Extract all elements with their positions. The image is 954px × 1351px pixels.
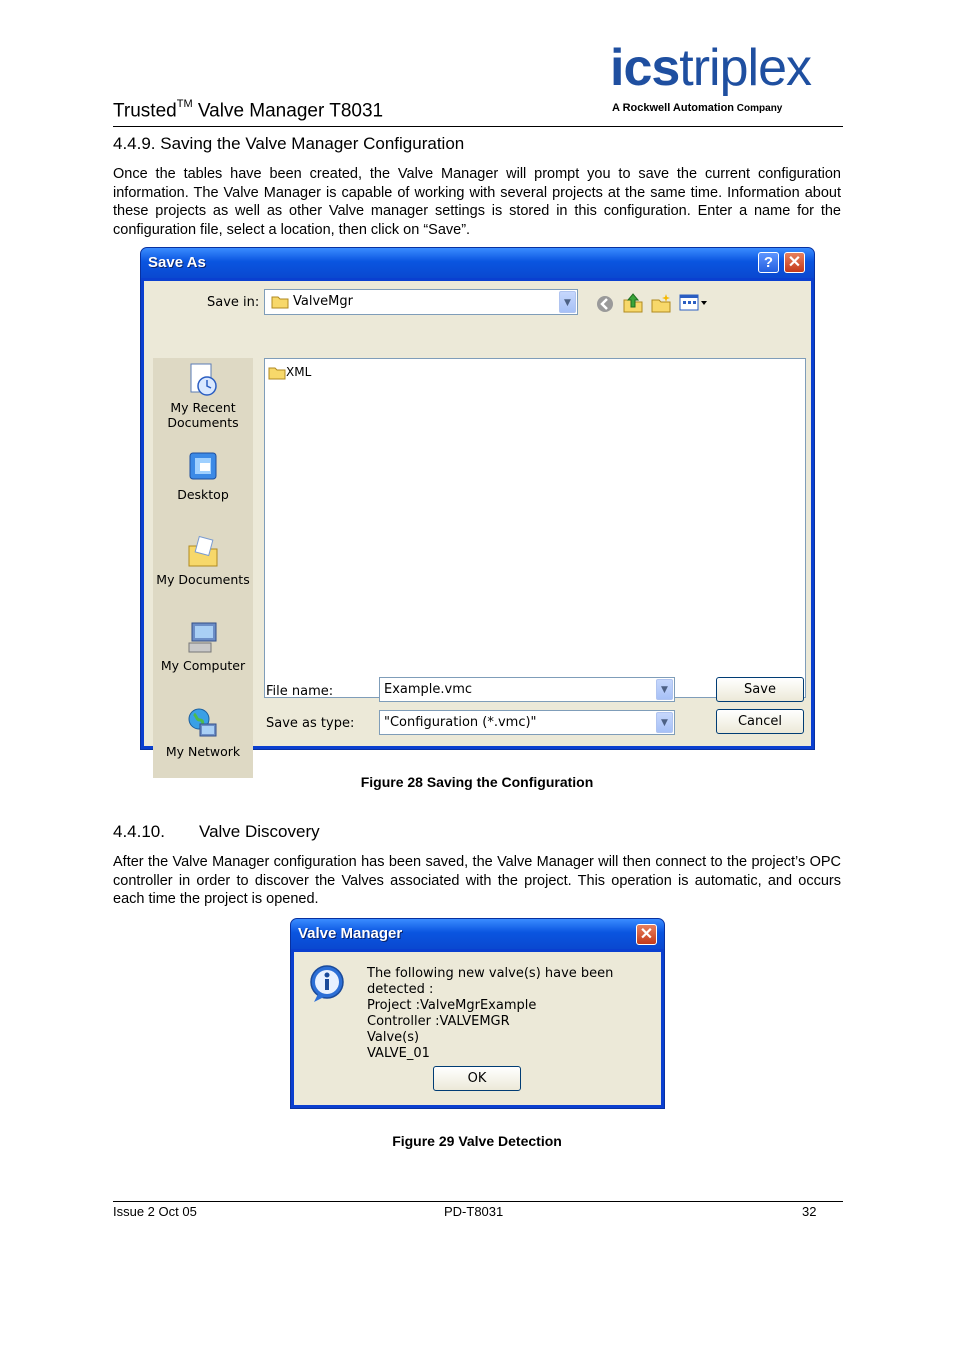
place-my-network[interactable] (153, 706, 253, 759)
valve-manager-titlebar (291, 919, 664, 949)
title-pre: Trusted (113, 100, 177, 122)
valve-manager-dialog (290, 918, 665, 1109)
recent-documents-icon (186, 362, 220, 398)
chevron-down-icon[interactable]: ▼ (559, 291, 576, 313)
place-label: My Recent Documents (167, 400, 239, 430)
save-as-titlebar (141, 248, 814, 278)
place-desktop[interactable] (153, 449, 253, 502)
my-computer-icon (186, 620, 220, 656)
section-paragraph-discovery: After the Valve Manager configuration has been saved, the Valve Manager will then connect to the project’s OPC controller in order to discover the Valves associated with the project. This operation is automatic, and occurs each time the project is opened. (113, 854, 841, 907)
file-name-value: Example.vmc (384, 682, 473, 697)
section-heading-discovery (113, 822, 320, 842)
folder-icon (268, 366, 286, 380)
footer-page-number: 32 (802, 1204, 817, 1219)
save-as-dialog (140, 247, 815, 759)
logo-light: triplex (679, 39, 812, 97)
info-icon (308, 964, 348, 1004)
message-line: Project :ValveMgrExample (367, 998, 537, 1013)
my-network-icon (186, 706, 220, 742)
save-in-label: Save in: (207, 295, 260, 310)
valve-manager-title: Valve Manager (298, 925, 403, 942)
save-as-title: Save As (148, 254, 206, 271)
back-icon[interactable] (596, 295, 614, 313)
logo-sub-bold: A Rockwell Automation (612, 102, 735, 114)
save-button[interactable]: Save (716, 677, 804, 702)
message-line: The following new valve(s) have been detected : (367, 966, 614, 997)
place-my-recent-documents[interactable] (153, 362, 253, 430)
place-my-computer[interactable] (153, 620, 253, 673)
places-bar (153, 358, 253, 778)
folder-icon (271, 295, 289, 309)
footer-issue: Issue 2 Oct 05 (113, 1204, 197, 1219)
title-post: Valve Manager T8031 (192, 100, 384, 122)
chevron-down-icon[interactable]: ▼ (656, 679, 673, 700)
help-button[interactable]: ? (758, 252, 779, 273)
save-as-type-value: "Configuration (*.vmc)" (384, 715, 537, 730)
new-folder-icon[interactable] (650, 292, 672, 314)
logo-bold: ics (610, 39, 680, 97)
place-label: Desktop (177, 487, 229, 502)
up-folder-icon[interactable] (622, 292, 644, 314)
save-in-value: ValveMgr (293, 294, 353, 309)
save-as-type-label: Save as type: (266, 716, 355, 731)
footer-rule (113, 1201, 843, 1202)
save-as-type-dropdown[interactable] (379, 710, 675, 735)
save-as-body (144, 281, 811, 759)
ok-button[interactable]: OK (433, 1066, 521, 1091)
footer-doc-id: PD-T8031 (444, 1204, 504, 1219)
valve-manager-body (294, 952, 661, 1105)
file-item-xml[interactable] (268, 365, 311, 380)
company-logo (610, 40, 811, 96)
save-in-dropdown[interactable] (264, 289, 578, 315)
logo-tagline (612, 102, 782, 114)
place-label: My Documents (156, 572, 250, 587)
figure-caption-29: Figure 29 Valve Detection (392, 1133, 562, 1149)
logo-sub-rest: Company (734, 103, 783, 114)
message-line: Valve(s) (367, 1030, 420, 1045)
file-name-label: File name: (266, 684, 334, 699)
document-title (113, 100, 383, 122)
file-item-label: XML (286, 365, 312, 379)
trademark-sup: TM (176, 98, 193, 110)
my-documents-icon (186, 534, 220, 570)
chevron-down-icon[interactable]: ▼ (656, 712, 673, 733)
cancel-button[interactable]: Cancel (716, 709, 804, 734)
figure-caption-28: Figure 28 Saving the Configuration (360, 774, 594, 790)
section-number: 4.4.10. (113, 822, 165, 841)
place-my-documents[interactable] (153, 534, 253, 587)
desktop-icon (186, 449, 220, 485)
views-icon[interactable] (679, 294, 709, 312)
close-button[interactable]: ✕ (636, 924, 657, 945)
place-label: My Network (165, 744, 241, 759)
section-paragraph-saving: Once the tables have been created, the Valve Manager will prompt you to save the current configuration information. The Valve Manager is capable of working with several projects at the same time. Information about these projects as well as other Valve manager settings is stored in this configuration. Enter a name for the configuration file, select a location, then click on “Save”. (113, 166, 841, 238)
close-button[interactable]: ✕ (784, 252, 805, 273)
header-rule (113, 126, 843, 127)
message-line: VALVE_01 (367, 1046, 430, 1061)
section-heading-saving: 4.4.9. Saving the Valve Manager Configuration (113, 134, 465, 153)
section-title: Valve Discovery (199, 822, 320, 841)
file-list[interactable] (264, 358, 806, 698)
file-name-input[interactable] (379, 677, 675, 702)
place-label: My Computer (160, 658, 246, 673)
message-text (367, 966, 661, 1062)
message-line: Controller :VALVEMGR (367, 1014, 510, 1029)
